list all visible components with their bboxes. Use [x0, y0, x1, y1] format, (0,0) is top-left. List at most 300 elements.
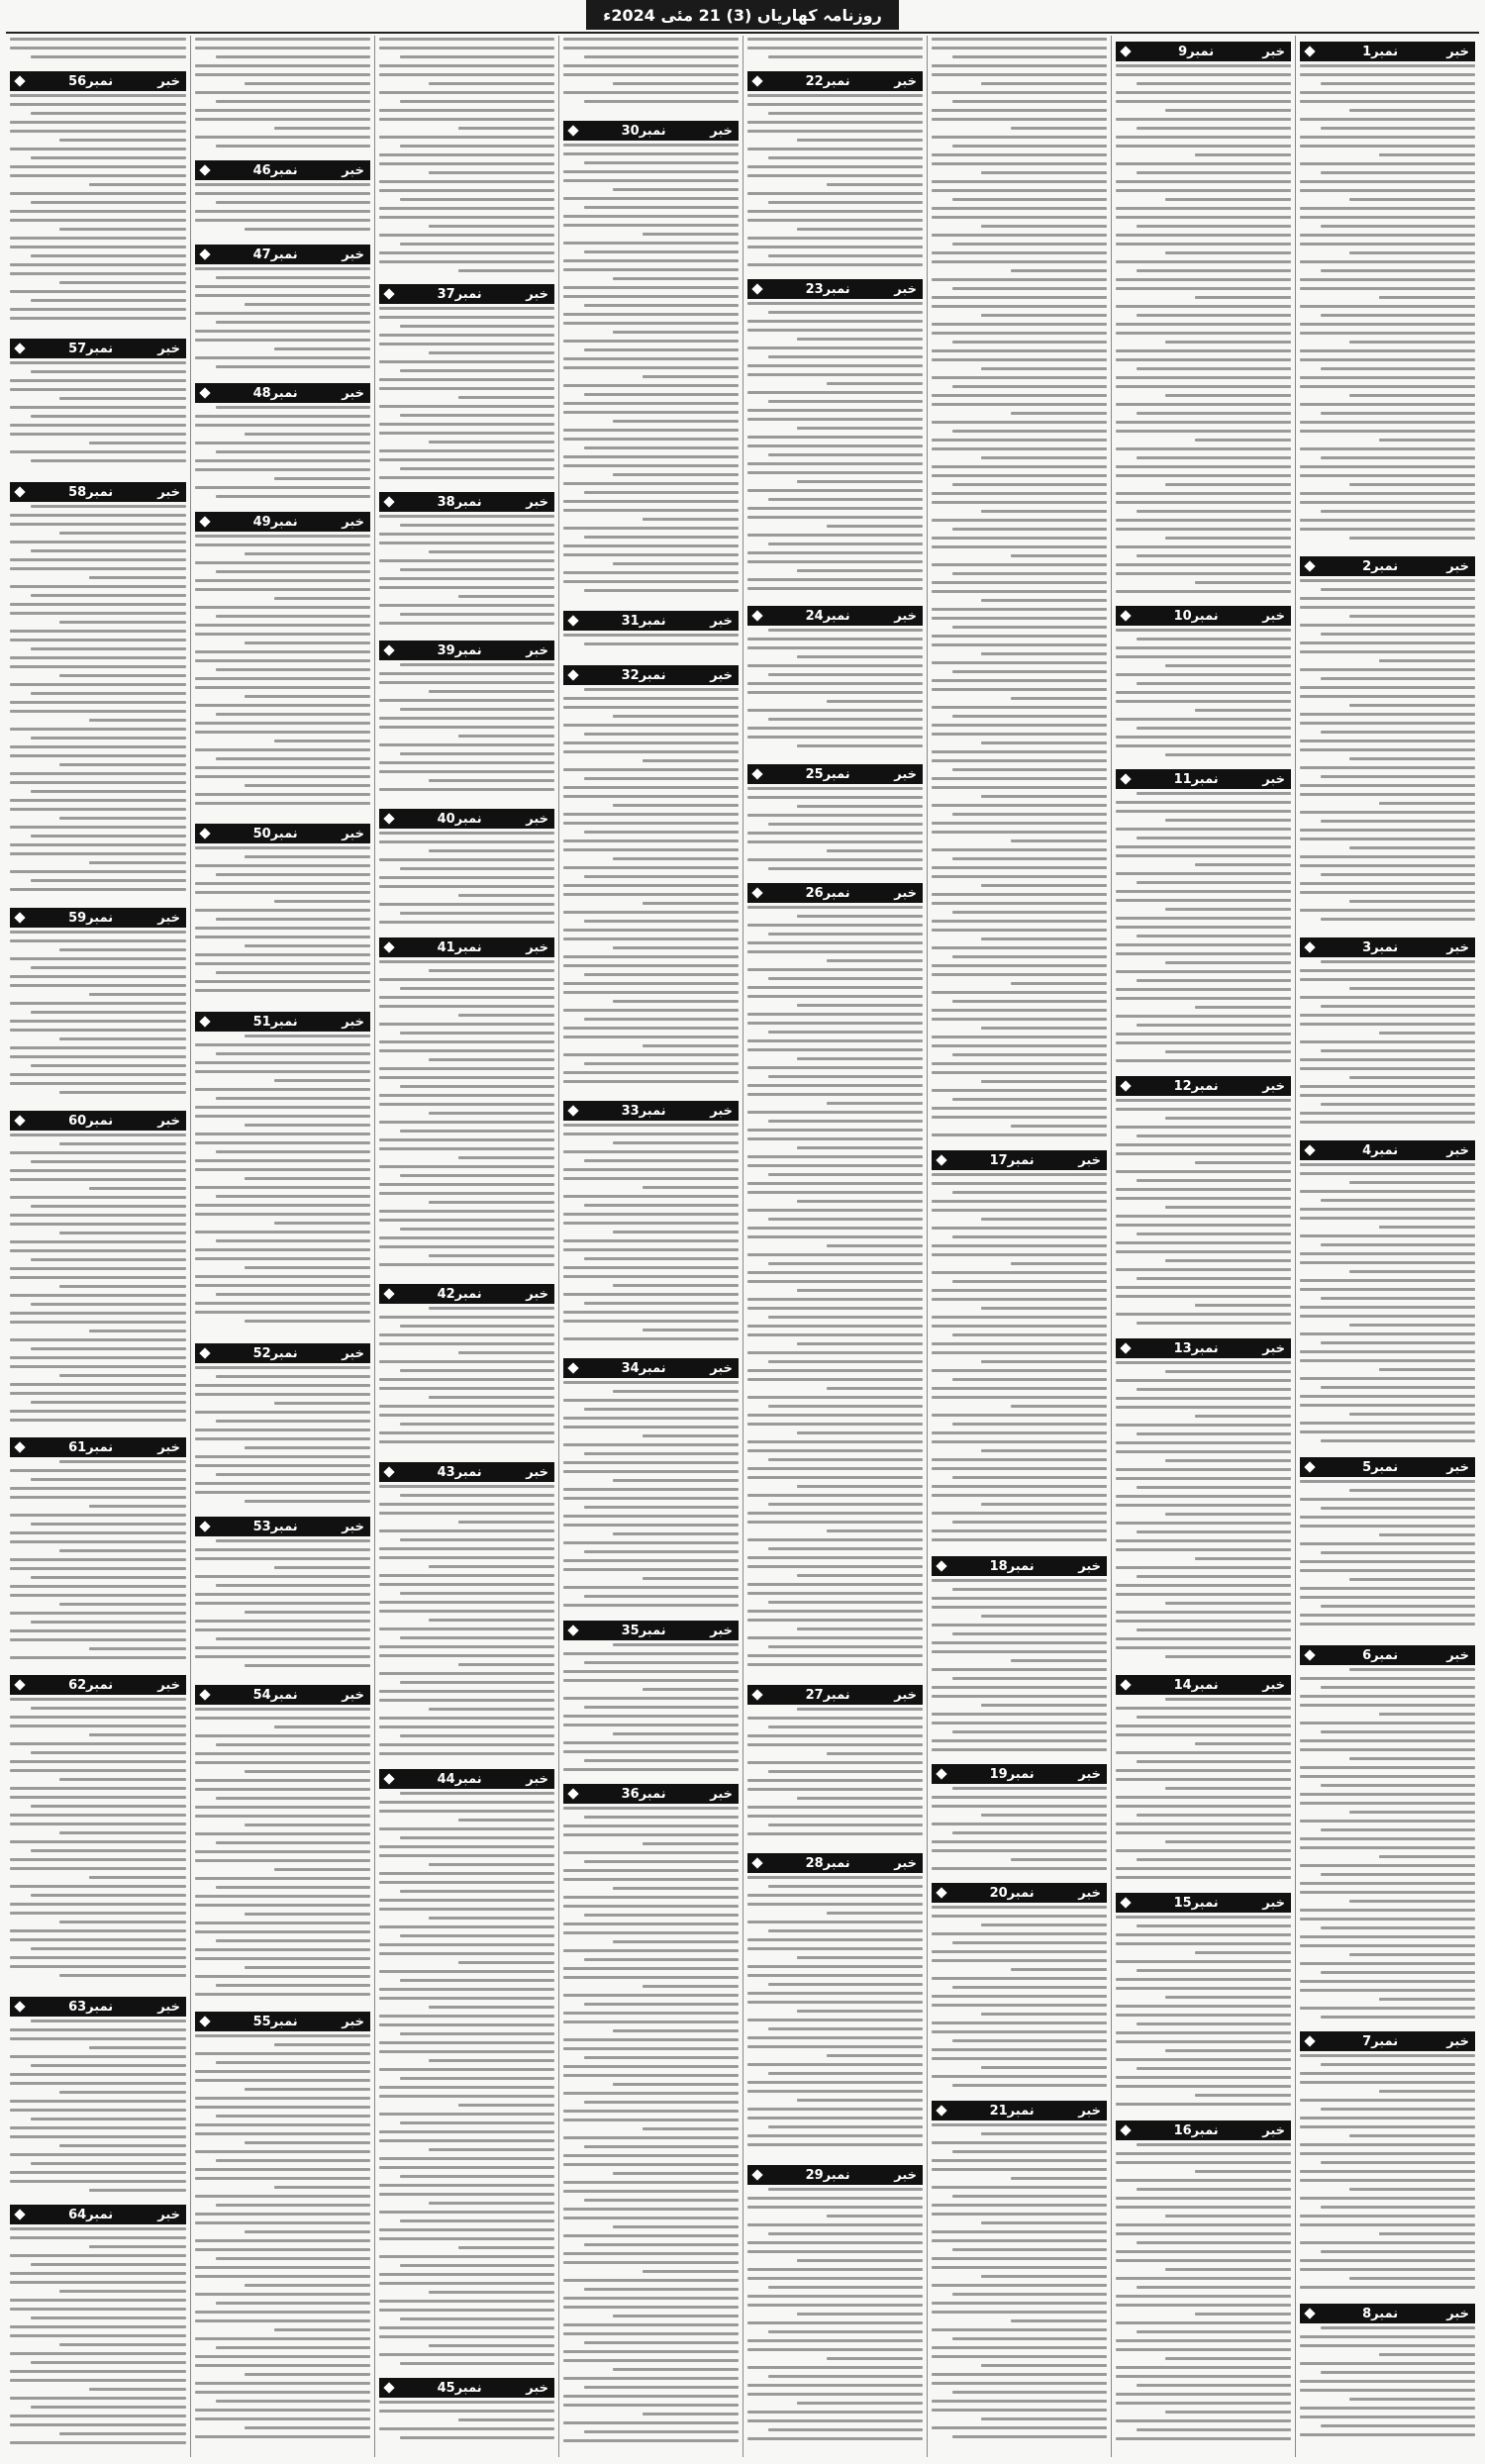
text-line [1349, 1270, 1475, 1273]
text-line [584, 2386, 739, 2389]
text-line [747, 1182, 923, 1185]
text-line [400, 1369, 554, 1372]
text-line [10, 612, 186, 615]
text-line [429, 441, 554, 444]
text-line [1116, 1241, 1291, 1244]
text-line [563, 1080, 739, 1083]
text-line [1116, 492, 1291, 495]
caption-prefix: خبر [342, 246, 364, 262]
text-line [89, 1733, 186, 1736]
text-line [797, 744, 923, 747]
text-line [1011, 2319, 1107, 2322]
text-line [563, 2279, 739, 2282]
text-line [981, 2364, 1107, 2367]
text-line [379, 2184, 554, 2187]
text-line [10, 406, 186, 409]
text-line [274, 2328, 370, 2331]
text-line [216, 1473, 370, 1476]
text-line [1300, 180, 1475, 183]
text-line [1116, 2206, 1291, 2209]
text-line [1116, 1197, 1291, 1200]
text-line [216, 971, 370, 974]
text-line [747, 302, 923, 305]
text-line [981, 1449, 1107, 1452]
text-line [563, 170, 739, 173]
text-line [1349, 109, 1475, 112]
text-line [1379, 2353, 1475, 2356]
text-line [195, 882, 370, 885]
text-line [1137, 2143, 1291, 2146]
text-line [1137, 1969, 1291, 1972]
text-line [563, 893, 739, 896]
text-line [747, 2001, 923, 2004]
text-line [195, 766, 370, 769]
text-line [1349, 2134, 1475, 2137]
text-line [1195, 581, 1291, 584]
text-line [59, 1285, 186, 1288]
article-body [379, 307, 554, 479]
text-line [747, 1307, 923, 1310]
text-line [1300, 287, 1475, 290]
article-54 [195, 1681, 370, 2008]
text-line [10, 843, 186, 846]
text-line [379, 1245, 554, 1248]
text-line [195, 64, 370, 67]
text-line [768, 1458, 923, 1461]
text-line [952, 243, 1107, 246]
text-line [768, 1601, 923, 1604]
text-line [563, 1053, 739, 1056]
text-line [1116, 1397, 1291, 1400]
text-line [400, 243, 554, 246]
text-line [981, 1503, 1107, 1506]
text-line [216, 495, 370, 498]
text-line [563, 224, 739, 227]
text-line [10, 639, 186, 641]
text-line [563, 553, 739, 556]
text-line [31, 790, 186, 793]
text-line [584, 1452, 739, 1455]
text-line [1349, 2398, 1475, 2401]
text-line [932, 332, 1107, 335]
text-line [981, 1080, 1107, 1083]
text-line [747, 1449, 923, 1452]
text-line [932, 474, 1107, 477]
text-line [1116, 118, 1291, 121]
caption-prefix: خبر [1262, 771, 1285, 787]
text-line [458, 1351, 554, 1354]
text-line [932, 1713, 1107, 1716]
article-24 [747, 602, 923, 760]
article-41 [379, 934, 554, 1280]
text-line [797, 1146, 923, 1149]
article-18 [932, 1552, 1107, 1760]
text-line [932, 1035, 1107, 1038]
text-line [747, 1129, 923, 1132]
text-line [932, 358, 1107, 361]
text-line [1321, 2206, 1475, 2209]
text-line [195, 2070, 370, 2073]
caption-ornament-icon [14, 486, 25, 497]
text-line [10, 957, 186, 960]
caption-prefix: خبر [526, 1771, 548, 1787]
text-line [613, 2029, 739, 2032]
text-line [31, 415, 186, 418]
text-line [379, 1121, 554, 1124]
text-line [747, 192, 923, 195]
text-line [1116, 1295, 1291, 1298]
text-line [458, 1156, 554, 1159]
text-line [195, 1895, 370, 1898]
text-line [1349, 1953, 1475, 1956]
article-body [1116, 1698, 1291, 1879]
text-line [932, 38, 1107, 41]
article-caption [379, 1769, 554, 1789]
text-line [1116, 2250, 1291, 2253]
article-caption [563, 1358, 739, 1378]
text-line [1300, 305, 1475, 308]
text-line [768, 453, 923, 456]
text-line [1321, 1103, 1475, 1106]
text-line [379, 343, 554, 345]
text-line [458, 894, 554, 897]
text-line [31, 2361, 186, 2364]
text-line [563, 580, 739, 583]
text-line [1349, 1076, 1475, 1079]
text-line [1300, 1014, 1475, 1017]
text-line [379, 2401, 554, 2404]
text-line [932, 118, 1107, 121]
article-body [932, 1906, 1107, 2087]
caption-number: نمبر32 [621, 667, 666, 683]
text-line [429, 849, 554, 852]
caption-ornament-icon [14, 912, 25, 923]
text-line [1300, 349, 1475, 352]
text-line [379, 1165, 554, 1168]
text-line [379, 788, 554, 791]
caption-number: نمبر20 [989, 1885, 1035, 1901]
text-line [643, 2270, 739, 2273]
text-line [747, 2063, 923, 2066]
column-7 [190, 36, 374, 2457]
text-line [747, 2134, 923, 2137]
text-line [932, 1932, 1107, 1935]
text-line [1300, 722, 1475, 725]
text-line [563, 384, 739, 387]
text-line [1300, 686, 1475, 689]
text-line [1300, 323, 1475, 326]
text-line [379, 1943, 554, 1946]
text-line [274, 739, 370, 742]
text-line [932, 750, 1107, 753]
text-line [827, 183, 923, 186]
text-line [1116, 421, 1291, 424]
text-line [245, 1446, 370, 1449]
text-line [1116, 145, 1291, 148]
article-49 [195, 508, 370, 820]
text-line [747, 2295, 923, 2298]
text-line [1116, 1033, 1291, 1035]
text-line [10, 1885, 186, 1888]
text-line [1300, 2268, 1475, 2271]
caption-ornament-icon [14, 1441, 25, 1452]
text-line [952, 1677, 1107, 1680]
text-line [584, 1408, 739, 1411]
caption-prefix: خبر [342, 162, 364, 178]
text-line [1116, 349, 1291, 352]
text-line [1116, 890, 1291, 893]
article-body [1116, 792, 1291, 1062]
text-line [563, 1833, 739, 1836]
text-line [216, 1420, 370, 1423]
article-caption [379, 937, 554, 957]
text-line [1165, 1459, 1291, 1462]
caption-number: نمبر48 [252, 385, 298, 401]
text-line [952, 198, 1107, 201]
text-line [747, 94, 923, 97]
text-line [10, 558, 186, 561]
text-line [1300, 2335, 1475, 2338]
article-body [932, 2123, 1107, 2438]
caption-number: نمبر61 [68, 1439, 114, 1455]
caption-ornament-icon [1120, 610, 1131, 621]
text-line [429, 2006, 554, 2009]
text-line [1116, 1143, 1291, 1146]
text-line [1137, 2067, 1291, 2070]
caption-number: نمبر10 [1173, 608, 1219, 624]
text-line [429, 1307, 554, 1310]
text-line [932, 804, 1107, 807]
article-34 [563, 1354, 739, 1617]
text-line [400, 2436, 554, 2439]
caption-prefix: خبر [710, 667, 733, 683]
text-line [379, 162, 554, 165]
text-line [584, 1816, 739, 1819]
text-line [1300, 1935, 1475, 1938]
text-line [458, 595, 554, 598]
text-line [1321, 677, 1475, 680]
text-line [59, 621, 186, 624]
text-line [747, 1333, 923, 1336]
text-line [195, 561, 370, 564]
article-body [1300, 960, 1475, 1124]
text-line [1137, 1858, 1291, 1861]
text-line [1116, 2295, 1291, 2298]
text-line [429, 351, 554, 354]
text-line [195, 1115, 370, 1118]
text-line [1321, 1971, 1475, 1974]
text-line [768, 2072, 923, 2075]
article-8 [1300, 2300, 1475, 2453]
text-line [1116, 1831, 1291, 1834]
text-line [563, 634, 739, 637]
text-line [563, 144, 739, 147]
text-line [1116, 1796, 1291, 1799]
text-line [747, 796, 923, 799]
caption-prefix: خبر [342, 1014, 364, 1030]
text-line [563, 2136, 739, 2139]
text-line [1116, 465, 1291, 468]
text-line [10, 2227, 186, 2230]
text-line [429, 1917, 554, 1920]
text-line [89, 1647, 186, 1650]
top-rule [6, 32, 1479, 34]
text-line [379, 1908, 554, 1911]
text-line [584, 920, 739, 923]
text-line [1379, 1998, 1475, 2001]
text-line [1116, 1406, 1291, 1409]
text-line [797, 1200, 923, 1203]
text-line [379, 1503, 554, 1506]
caption-prefix: خبر [710, 1103, 733, 1119]
caption-number: نمبر6 [1362, 1647, 1399, 1663]
text-line [195, 2337, 370, 2340]
text-line [10, 2415, 186, 2417]
text-line [1300, 1040, 1475, 1043]
text-line [1116, 1823, 1291, 1825]
text-line [379, 1005, 554, 1008]
text-line [10, 424, 186, 427]
text-line [797, 915, 923, 918]
text-line [195, 588, 370, 591]
text-line [10, 174, 186, 177]
article-caption [1300, 2304, 1475, 2323]
text-line [1116, 563, 1291, 566]
text-line [952, 626, 1107, 629]
text-line [563, 839, 739, 842]
text-line [379, 118, 554, 121]
text-line [195, 285, 370, 288]
text-line [747, 986, 923, 989]
text-line [747, 1565, 923, 1568]
text-line [932, 2168, 1107, 2171]
text-line [1300, 1377, 1475, 1380]
text-line [981, 599, 1107, 602]
text-line [1137, 2286, 1291, 2289]
text-line [195, 1859, 370, 1862]
text-line [747, 165, 923, 168]
text-line [1137, 1432, 1291, 1435]
text-line [768, 1405, 923, 1408]
article-body [379, 1792, 554, 2365]
text-line [932, 189, 1107, 192]
text-line [563, 2208, 739, 2211]
text-line [1300, 118, 1475, 121]
text-line [245, 82, 370, 85]
text-line [747, 814, 923, 817]
article-body [747, 906, 923, 1666]
text-line [458, 1663, 554, 1666]
text-line [1137, 82, 1291, 85]
text-line [195, 1284, 370, 1287]
text-line [747, 148, 923, 150]
text-line [10, 290, 186, 293]
text-line [747, 787, 923, 790]
article-56 [10, 67, 186, 335]
text-line [245, 2373, 370, 2376]
text-line [1300, 2433, 1475, 2436]
caption-ornament-icon [383, 1773, 394, 1784]
caption-ornament-icon [1304, 2308, 1315, 2318]
caption-ornament-icon [567, 1362, 578, 1373]
text-line [768, 867, 923, 870]
text-line [932, 973, 1107, 976]
text-line [400, 1228, 554, 1231]
text-line [563, 1586, 739, 1589]
text-line [932, 1722, 1107, 1725]
text-line [10, 728, 186, 731]
text-line [1137, 1760, 1291, 1763]
text-line [768, 2188, 923, 2191]
text-line [379, 1529, 554, 1532]
text-line [1321, 225, 1475, 228]
text-line [563, 259, 739, 262]
caption-prefix: خبر [342, 1345, 364, 1361]
text-line [747, 444, 923, 447]
text-line [195, 775, 370, 778]
text-line [932, 1805, 1107, 1808]
text-line [952, 2337, 1107, 2340]
text-line [981, 510, 1107, 513]
text-line [195, 1070, 370, 1073]
text-line [932, 777, 1107, 780]
caption-ornament-icon [383, 288, 394, 299]
text-line [400, 524, 554, 527]
text-line [563, 955, 739, 958]
text-line [981, 171, 1107, 174]
text-line [1300, 100, 1475, 103]
text-line [379, 1645, 554, 1648]
text-line [195, 1429, 370, 1431]
text-line [613, 857, 739, 860]
text-line [797, 1708, 923, 1711]
text-line [379, 1845, 554, 1848]
text-line [429, 82, 554, 85]
text-line [1137, 1716, 1291, 1719]
text-line [747, 47, 923, 49]
text-line [400, 752, 554, 755]
text-line [379, 542, 554, 544]
text-line [1116, 2076, 1291, 2079]
text-line [1011, 697, 1107, 700]
text-line [10, 1769, 186, 1772]
text-line [31, 1401, 186, 1404]
text-line [10, 2126, 186, 2129]
text-line [31, 1751, 186, 1754]
article-47 [195, 241, 370, 379]
text-line [1116, 91, 1291, 94]
text-line [1137, 1530, 1291, 1533]
text-line [1300, 447, 1475, 450]
text-line [932, 635, 1107, 638]
text-line [195, 1482, 370, 1485]
text-line [747, 38, 923, 41]
text-line [613, 715, 739, 718]
text-line [981, 1923, 1107, 1926]
text-line [932, 964, 1107, 967]
text-line [747, 2081, 923, 2084]
text-line [643, 1044, 739, 1047]
text-line [400, 1979, 554, 1982]
text-line [195, 339, 370, 342]
text-line [1116, 376, 1291, 379]
text-line [1137, 1134, 1291, 1137]
article-body [195, 1708, 370, 1996]
text-line [747, 1903, 923, 1906]
text-line [981, 1027, 1107, 1030]
text-line [1300, 1350, 1475, 1353]
text-line [747, 1947, 923, 1950]
